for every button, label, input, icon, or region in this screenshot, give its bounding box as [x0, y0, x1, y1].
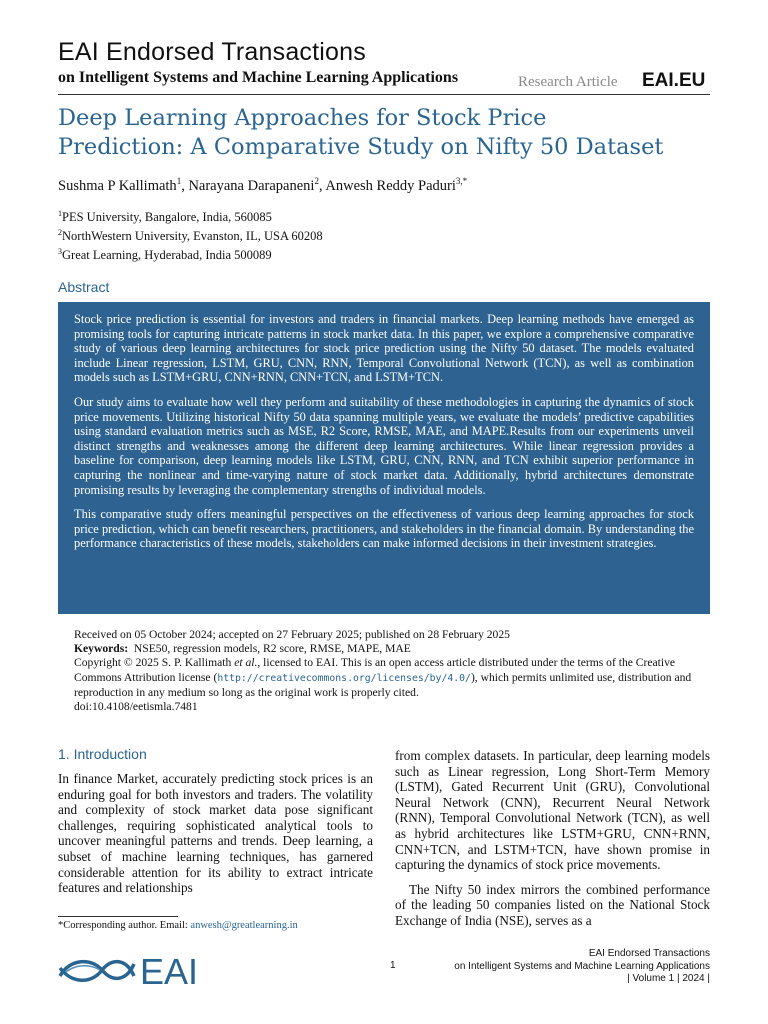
author-email-link[interactable]: anwesh@greatlearning.in [190, 920, 298, 931]
intro-paragraph-1: In finance Market, accurately predicting stock prices is an enduring goal for both investors and traders. The volatility and complexity of stock market data pose significant challenges, requiring sophisticated analytical tools to uncover meaningful patterns and trends. Deep learning, a subset of machine learning techniques, has garnered considerable attention for its ability to extract intricate features and relationships [58, 771, 373, 896]
article-metadata [74, 628, 710, 714]
received-dates: Received on 05 October 2024; accepted on 27 February 2025; published on 28 February 2025 [74, 628, 510, 641]
copyright [74, 656, 710, 700]
footer-line-3: | Volume 1 | 2024 | [627, 973, 710, 984]
journal-subtitle: on Intelligent Systems and Machine Learning Applications [58, 69, 459, 86]
footer-line-1: EAI Endorsed Transactions [588, 948, 710, 959]
intro-paragraph-3: The Nifty 50 index mirrors the combined performance of the leading 50 companies listed on the National Stock Exchange of India (NSE), serves as a [395, 881, 710, 928]
intro-paragraph-2: from complex datasets. In particular, deep learning models such as Linear regression, Long Short-Term Memory (LSTM), Gated Recurrent Unit (GRU), Convolutional Neural Network (CNN), Recurrent Neural Network (RNN), Temporal Convolutional Network (TCN), as well as hybrid architectures like LSTM+GRU, CNN+RNN, CNN+TCN, and LSTM+TCN, have shown promise in capturing the dynamics of stock price movements. [395, 748, 710, 873]
journal-name: EAI Endorsed Transactions [58, 38, 366, 66]
affiliation [58, 244, 323, 263]
right-column [395, 748, 710, 929]
affiliation [58, 225, 323, 244]
abstract-paragraph-1: Stock price prediction is essential for investors and traders in financial markets. Deep learning methods have emerged as promising tools for capturing intricate patterns in stock market data. In this paper, we explore a comprehensive comparative study of various deep learning architectures for stock price prediction using the Nifty 50 dataset. The models evaluated include Linear regression, LSTM, GRU, CNN, RNN, Temporal Convolutional Network (TCN), as well as combination models such as LSTM+GRU, CNN+RNN, CNN+TCN, and LSTM+TCN. [74, 312, 694, 385]
affiliation [58, 206, 323, 225]
abstract-heading: Abstract [58, 279, 110, 295]
author-affil-mark: 1 [176, 176, 182, 186]
keywords-label: Keywords: [74, 642, 129, 656]
author-name: Narayana Darapaneni [188, 177, 315, 194]
affil-text: PES University, Bangalore, India, 560085 [62, 210, 272, 225]
title-line-2: Prediction: A Comparative Study on Nifty 50 Dataset [58, 134, 664, 160]
footnote-rule [58, 916, 178, 917]
affil-mark: 3 [58, 247, 62, 257]
section-heading-introduction: 1. Introduction [58, 746, 147, 762]
author-affil-mark: 2 [314, 176, 319, 186]
keywords [74, 642, 710, 656]
copyright-pre: Copyright © 2025 S. P. Kallimath [74, 656, 232, 670]
page-number: 1 [390, 960, 396, 971]
footer-line-2: on Intelligent Systems and Machine Learning Applications [454, 960, 710, 972]
copyright-post: ), which permits unlimited use, distribution and reproduction in any medium so long as the original work is properly cited. [74, 670, 692, 699]
footnote-text: *Corresponding author. Email: [58, 920, 191, 931]
author-list [58, 176, 467, 195]
copyright-etal: et al. [234, 656, 258, 670]
abstract-paragraph-2: Our study aims to evaluate how well they perform and suitability of these methodologies in capturing the dynamics of stock price movements. Utilizing historical Nifty 50 data spanning multiple years, we evaluate the models’ predictive capabilities using standard evaluation metrics such as MSE, R2 Score, RMSE, MAE, and MAPE.Results from our experiments unveil distinct strengths and weaknesses among the different deep learning architectures. While linear regression provides a baseline for comparison, deep learning models like LSTM, GRU, CNN, RNN, and TCN exhibit superior performance in capturing the nonlinear and time-varying nature of stock market data. Additionally, hybrid architectures demonstrate promising results by leveraging the complementary strengths of individual models. [74, 394, 694, 497]
corresponding-author-footnote [58, 920, 298, 931]
author-separator: , [181, 177, 189, 194]
footer-journal-info [454, 948, 710, 986]
eai-logo-icon [56, 950, 216, 990]
author-affil-mark: 3,* [455, 176, 468, 186]
header-rule [58, 94, 710, 95]
affil-mark: 2 [58, 228, 62, 238]
abstract-paragraph-3: This comparative study offers meaningful perspectives on the effectiveness of various deep learning approaches for stock price prediction, which can benefit researchers, practitioners, and stakeholders in the financial domain. By understanding the performance characteristics of these models, stakeholders can make informed decisions in their investment strategies. [74, 507, 694, 551]
affil-text: NorthWestern University, Evanston, IL, USA 60208 [62, 229, 323, 244]
abstract-box [58, 302, 710, 614]
affiliation-list [58, 206, 323, 263]
title-line-1: Deep Learning Approaches for Stock Price [58, 105, 547, 131]
copyright-mid: , licensed to EAI. This is an open access article distributed under the terms of the Creative Commons Attribution license ( [74, 656, 676, 684]
eai-logo-text: EAI [140, 951, 199, 990]
affil-mark: 1 [58, 209, 62, 218]
affil-text: Great Learning, Hyderabad, India 500089 [62, 248, 272, 263]
author-name: Sushma P Kallimath [58, 177, 177, 194]
article-type: Research Article [518, 74, 618, 90]
brand-logo: EAI.EU [642, 70, 706, 91]
paper-title [58, 104, 718, 162]
keywords-text: NSE50, regression models, R2 score, RMSE, MAPE, MAE [133, 642, 411, 656]
author-name: Anwesh Reddy Paduri [325, 177, 456, 194]
license-link[interactable]: http://creativecommons.org/licenses/by/4.0/ [217, 672, 471, 684]
left-column [58, 771, 373, 896]
doi[interactable]: doi:10.4108/eetismla.7481 [74, 700, 198, 714]
author-separator: , [318, 177, 326, 194]
